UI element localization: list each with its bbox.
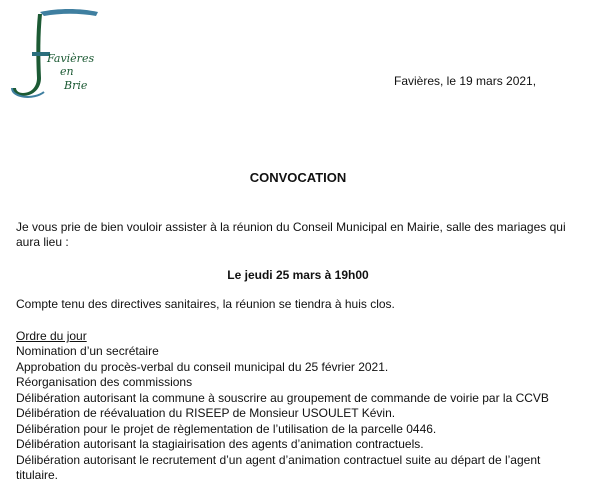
document-title: CONVOCATION — [249, 170, 347, 185]
logo-line-2: en — [60, 65, 74, 78]
agenda-item: Nomination d’un secrétaire — [16, 344, 159, 358]
agenda-item: Délibération de réévaluation du RISEEP de Monsieur USOULET Kévin. — [16, 406, 396, 420]
sanitary-note: Compte tenu des directives sanitaires, la réunion se tiendra à huis clos. — [16, 297, 395, 311]
meeting-datetime: Le jeudi 25 mars à 19h00 — [227, 268, 369, 282]
agenda-item: Délibération autorisant le recrutement d’un agent d’animation contractuel suite au départ de l’agent titulaire. — [16, 452, 541, 482]
agenda-list — [16, 344, 582, 484]
agenda-item: Délibération autorisant la stagiairisation des agents d’animation contractuels. — [16, 437, 424, 451]
agenda-item: Délibération autorisant la commune à souscrire au groupement de commande de voirie par la CCVB — [16, 390, 549, 405]
agenda-item: Réorganisation des commissions — [16, 375, 193, 389]
agenda-heading: Ordre du jour — [16, 329, 87, 343]
logo-line-1: Favières — [47, 52, 95, 65]
agenda-item: Délibération pour le projet de règlementation de l’utilisation de la parcelle 0446. — [16, 421, 437, 436]
favieres-en-brie-logo — [10, 8, 110, 100]
logo-line-3: Brie — [64, 79, 88, 92]
agenda-item: Approbation du procès-verbal du conseil municipal du 25 février 2021. — [16, 359, 389, 374]
date-line: Favières, le 19 mars 2021, — [394, 74, 537, 88]
intro-paragraph: Je vous prie de bien vouloir assister à la réunion du Conseil Municipal en Mairie, salle des mariages qui aura lieu : — [16, 220, 566, 249]
